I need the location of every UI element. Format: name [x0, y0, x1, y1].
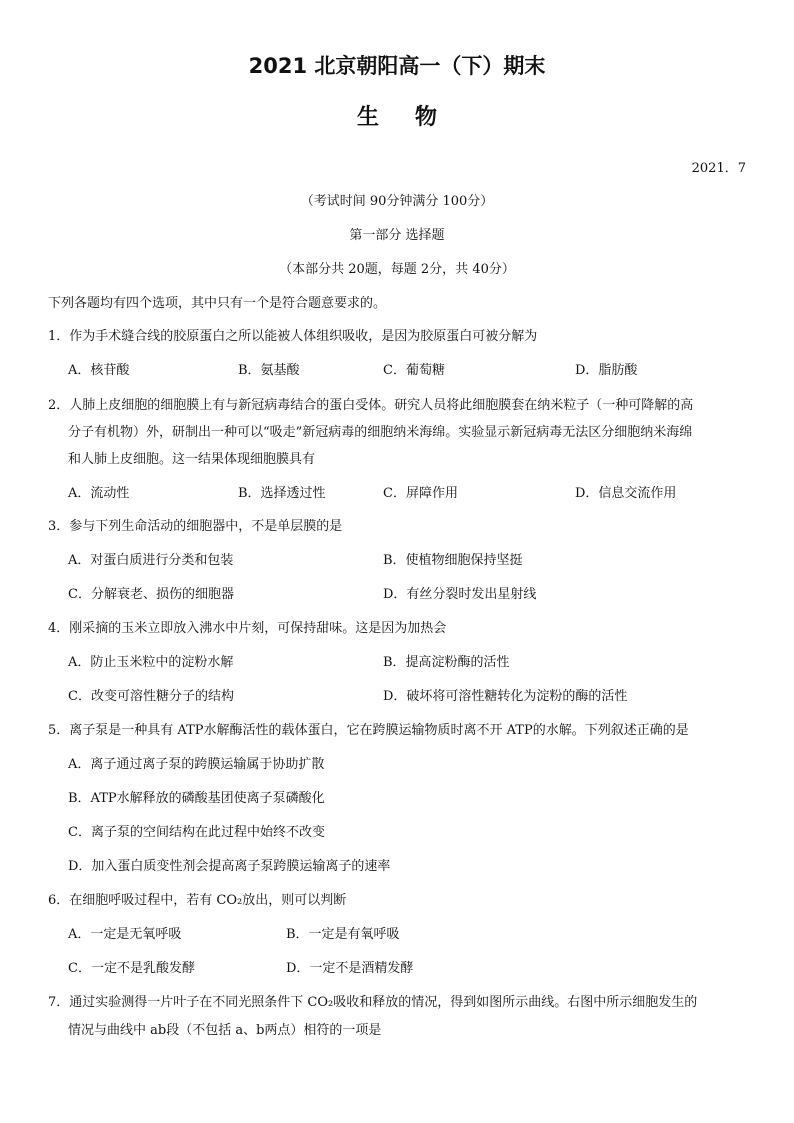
question-3-stem: 3．参与下列生命活动的细胞器中，不是单层膜的是 [48, 519, 343, 534]
question-3-option-d: D．有丝分裂时发出星射线 [383, 587, 537, 602]
question-4-stem: 4．刚采摘的玉米立即放入沸水中片刻，可保持甜味。这是因为加热会 [48, 621, 447, 636]
exam-info: （考试时间 90分钟满分 100分） [300, 194, 494, 209]
question-4-option-d: D．破坏将可溶性糖转化为淀粉的酶的活性 [383, 689, 628, 704]
question-2-stem-line-2: 分子有机物）外，研制出一种可以“吸走”新冠病毒的细胞纳米海绵。实验显示新冠病毒无法区分细胞纳米海绵 [68, 425, 693, 440]
question-4-option-c: C．改变可溶性糖分子的结构 [68, 689, 234, 704]
part-note: （本部分共 20题，每题 2分，共 40分） [279, 262, 515, 277]
exam-date: 2021．7 [691, 161, 746, 176]
subject-heading: 生物 [356, 105, 473, 130]
question-6-option-c: C．一定不是乳酸发酵 [68, 961, 195, 976]
question-4-option-a: A．防止玉米粒中的淀粉水解 [68, 655, 234, 670]
question-1-option-c: C．葡萄糖 [383, 363, 445, 378]
question-1-option-b: B．氨基酸 [238, 363, 300, 378]
question-5-option-c: C．离子泵的空间结构在此过程中始终不改变 [68, 825, 325, 840]
instruction: 下列各题均有四个选项，其中只有一个是符合题意要求的。 [48, 296, 387, 311]
question-2-option-d: D．信息交流作用 [575, 486, 677, 501]
question-3-option-a: A．对蛋白质进行分类和包装 [68, 553, 234, 568]
question-1-stem: 1．作为手术缝合线的胶原蛋白之所以能被人体组织吸收，是因为胶原蛋白可被分解为 [48, 329, 538, 344]
question-2-option-b: B．选择透过性 [238, 486, 326, 501]
question-2-stem-line-3: 和人肺上皮细胞。这一结果体现细胞膜具有 [68, 452, 316, 467]
question-4-option-b: B．提高淀粉酶的活性 [383, 655, 510, 670]
question-6-option-d: D．一定不是酒精发酵 [286, 961, 414, 976]
question-1-option-a: A．核苷酸 [68, 363, 130, 378]
question-2-stem-line-1: 2．人肺上皮细胞的细胞膜上有与新冠病毒结合的蛋白受体。研究人员将此细胞膜套在纳米粒子（一种可降解的高 [48, 398, 694, 413]
question-1-option-d: D．脂肪酸 [575, 363, 638, 378]
question-7-stem-line-2: 情况与曲线中 ab段（不包括 a、b两点）相符的一项是 [68, 1023, 382, 1038]
question-6-option-a: A．一定是无氧呼吸 [68, 927, 182, 942]
question-7-stem-line-1: 7．通过实验测得一片叶子在不同光照条件下 CO₂吸收和释放的情况，得到如图所示曲线。右图中所示细胞发生的 [48, 995, 698, 1010]
question-5-option-a: A．离子通过离子泵的跨膜运输属于协助扩散 [68, 757, 325, 772]
question-2-option-c: C．屏障作用 [383, 486, 458, 501]
part-title: 第一部分 选择题 [349, 228, 445, 243]
question-6-option-b: B．一定是有氧呼吸 [286, 927, 400, 942]
question-3-option-c: C．分解衰老、损伤的细胞器 [68, 587, 234, 602]
question-2-option-a: A．流动性 [68, 486, 130, 501]
question-5-option-d: D．加入蛋白质变性剂会提高离子泵跨膜运输离子的速率 [68, 859, 391, 874]
question-5-stem: 5．离子泵是一种具有 ATP水解酶活性的载体蛋白，它在跨膜运输物质时离不开 ATP的水解。下列叙述正确的是 [48, 723, 689, 738]
question-6-stem: 6．在细胞呼吸过程中，若有 CO₂放出，则可以判断 [48, 893, 347, 908]
question-3-option-b: B．使植物细胞保持坚挺 [383, 553, 523, 568]
question-5-option-b: B．ATP水解释放的磷酸基团使离子泵磷酸化 [68, 791, 325, 806]
exam-title: 2021 北京朝阳高一（下）期末 [248, 54, 546, 78]
